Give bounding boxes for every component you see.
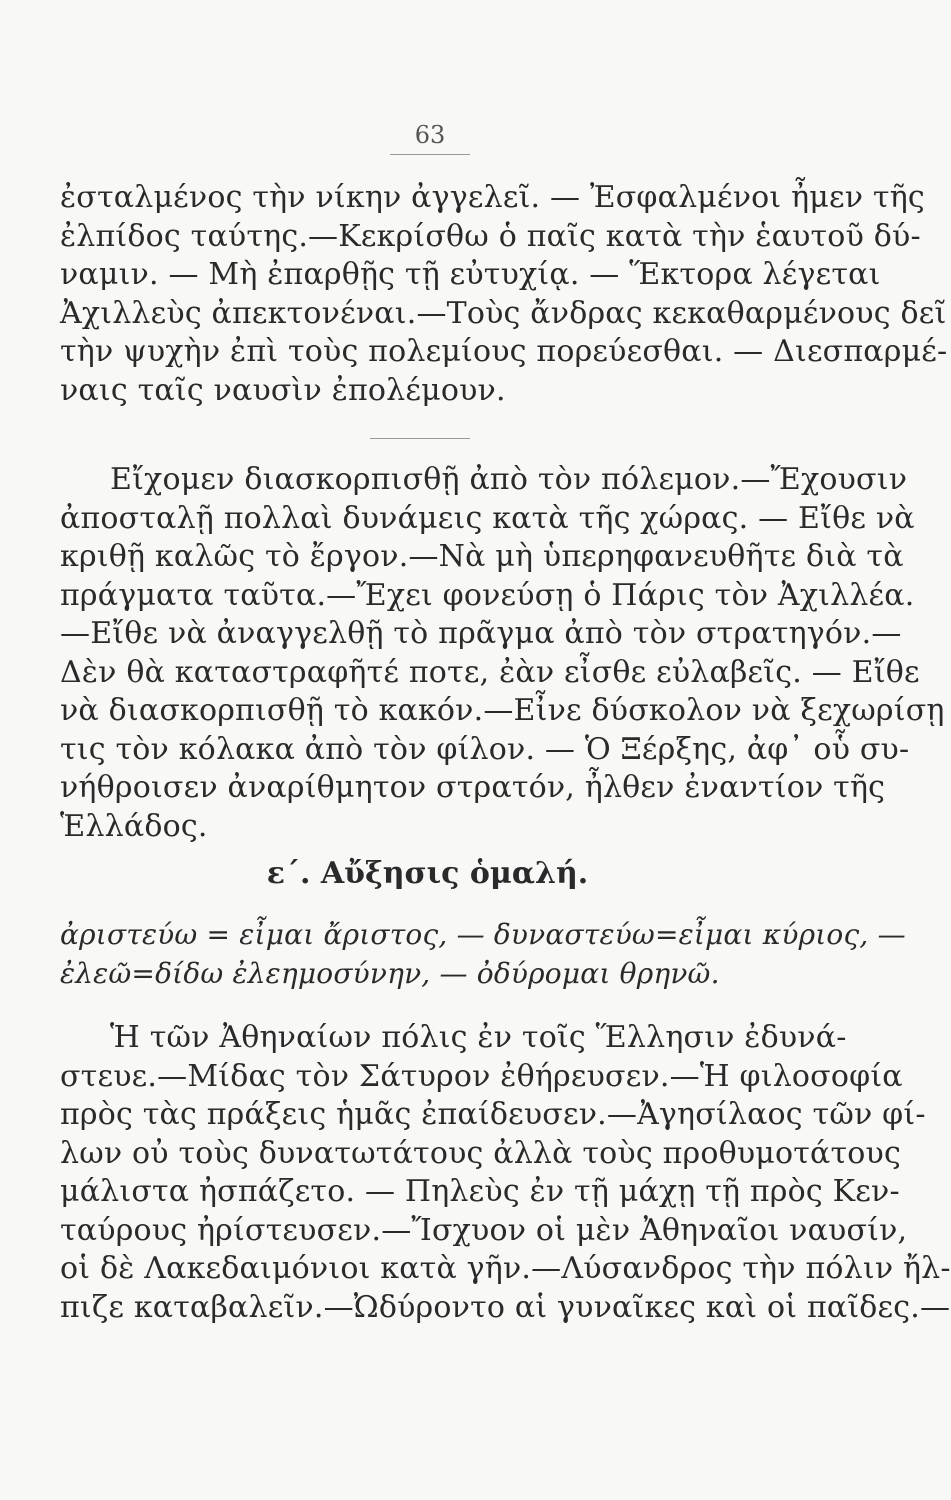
- text-line: λων οὐ τοὺς δυνατωτάτους ἀλλὰ τοὺς προθυμοτάτους: [60, 1135, 902, 1171]
- text-line: κριθῇ καλῶς τὸ ἔργον.—Νὰ μὴ ὑπερηφανευθῆτε διὰ τὰ: [60, 539, 904, 574]
- section-divider: [370, 438, 470, 439]
- section-heading: ε΄. Αὔξησις ὁμαλή.: [266, 856, 589, 891]
- text-line: οἱ δὲ Λακεδαιμόνιοι κατὰ γῆν.—Λύσανδρος τὴν πόλιν ἤλ-: [60, 1251, 951, 1286]
- text-line: Ἀχιλλεὺς ἀπεκτονέναι.—Τοὺς ἄνδρας κεκαθαρμένους δεῖ: [60, 295, 947, 331]
- page-number: 63: [390, 120, 470, 155]
- text-line: στευε.—Μίδας τὸν Σάτυρον ἐθήρευσεν.—Ἡ φιλοσοφία: [60, 1058, 903, 1094]
- text-line: πρὸς τὰς πράξεις ἡμᾶς ἐπαίδευσεν.—Ἀγησίλαος τῶν φί-: [60, 1097, 926, 1132]
- paragraph-2: [60, 461, 945, 846]
- text-line: Εἴχομεν διασκορπισθῇ ἀπὸ τὸν πόλεμον.—Ἔχουσιν: [110, 462, 908, 497]
- text-line: Δὲν θὰ καταστραφῆτέ ποτε, ἐὰν εἶσθε εὐλαβεῖς. — Εἴθε: [60, 654, 920, 690]
- text-line: ἀποσταλῇ πολλαὶ δυνάμεις κατὰ τῆς χώρας. — Εἴθε νὰ: [60, 500, 915, 536]
- text-line: τις τὸν κόλακα ἀπὸ τὸν φίλον. — Ὁ Ξέρξης, ἀφ᾽ οὗ συ-: [60, 731, 910, 767]
- text-line: πιζε καταβαλεῖν.—Ὠδύροντο αἱ γυναῖκες καὶ οἱ παῖδες.—: [60, 1289, 951, 1325]
- text-line: ἐσταλμένος τὴν νίκην ἀγγελεῖ. — Ἐσφαλμένοι ἦμεν τῆς: [60, 180, 925, 215]
- text-line: ναις ταῖς ναυσὶν ἐπολέμουν.: [60, 372, 506, 408]
- text-line: Ἑλλάδος.: [60, 808, 208, 844]
- text-line: —Εἴθε νὰ ἀναγγελθῇ τὸ πρᾶγμα ἀπὸ τὸν στρατηγόν.—: [60, 616, 902, 651]
- text-line: ταύρους ἠρίστευσεν.—Ἴσχυον οἱ μὲν Ἀθηναῖοι ναυσίν,: [60, 1212, 908, 1248]
- paragraph-3: [60, 1019, 951, 1327]
- paragraph-1: [60, 179, 948, 410]
- vocabulary-line: ἀριστεύω = εἶμαι ἄριστος, — δυναστεύω=εἶμαι κύριος, —: [60, 918, 906, 951]
- text-line: νὰ διασκορπισθῇ τὸ κακόν.—Εἶνε δύσκολον νὰ ξεχωρίσῃ: [60, 693, 945, 728]
- text-line: τὴν ψυχὴν ἐπὶ τοὺς πολεμίους πορεύεσθαι. — Διεσπαρμέ-: [60, 334, 948, 369]
- vocabulary-line: ἐλεῶ=δίδω ἐλεημοσύνην, — ὀδύρομαι θρηνῶ.: [60, 956, 720, 990]
- spacer: [60, 993, 795, 1019]
- text-line: μάλιστα ἠσπάζετο. — Πηλεὺς ἐν τῇ μάχῃ τῇ πρὸς Κεν-: [60, 1174, 900, 1209]
- vocabulary-list: [60, 916, 906, 993]
- text-line: Ἡ τῶν Ἀθηναίων πόλις ἐν τοῖς Ἕλλησιν ἐδυνά-: [110, 1020, 847, 1055]
- book-page: [60, 120, 951, 1327]
- text-line: ναμιν. — Μὴ ἐπαρθῇς τῇ εὐτυχίᾳ. — Ἕκτορα λέγεται: [60, 257, 881, 292]
- text-line: πράγματα ταῦτα.—Ἔχει φονεύσῃ ὁ Πάρις τὸν Ἀχιλλέα.: [60, 577, 915, 613]
- text-line: ἐλπίδος ταύτης.—Κεκρίσθω ὁ παῖς κατὰ τὴν ἑαυτοῦ δύ-: [60, 218, 921, 254]
- text-line: νήθροισεν ἀναρίθμητον στρατόν, ἦλθεν ἐναντίον τῆς: [60, 770, 886, 805]
